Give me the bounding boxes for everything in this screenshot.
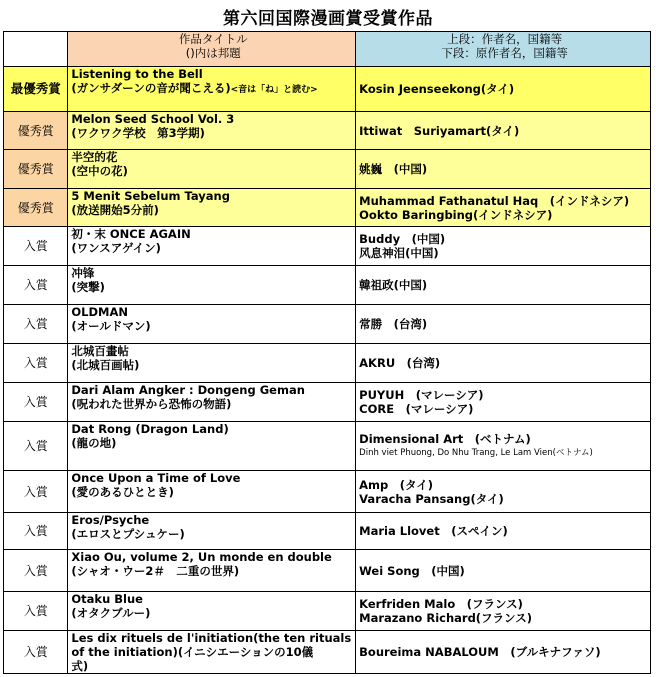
title-japanese-text: (放送開始5分前) (71, 203, 159, 217)
author-name: Muhammad Fathanatul Haq (インドネシア) (359, 193, 630, 208)
title-japanese-text: of the initiation)(イニシエーションの10儀 (71, 645, 314, 659)
author-name: Amp (タイ) (359, 477, 434, 492)
award-cell: 最優秀賞 (4, 67, 68, 112)
table-row (4, 305, 651, 344)
author-cell (356, 67, 651, 112)
title-japanese-text: (オールドマン) (71, 319, 151, 333)
author-name: Kosin Jeenseekong(タイ) (359, 82, 515, 96)
header-author-line1: 上段：作者名，国籍等 (447, 32, 563, 46)
table-row (4, 592, 651, 631)
title-cell (68, 550, 356, 592)
author-name: Buddy (中国) (359, 232, 446, 246)
table-header-row (4, 32, 651, 67)
original-author-name: CORE (マレーシア) (359, 402, 474, 416)
title-cell (68, 471, 356, 513)
original-author-name: Ookto Baringbing(インドネシア) (359, 207, 553, 222)
award-cell: 入賞 (4, 266, 68, 305)
title-cell (68, 383, 356, 422)
author-cell (356, 471, 651, 513)
title-cell (68, 67, 356, 112)
author-cell (356, 189, 651, 227)
title-japanese-text: (ワクワク学校 第3学期) (71, 126, 205, 140)
table-row (4, 67, 651, 112)
author-cell (356, 266, 651, 305)
header-title (68, 32, 356, 67)
award-cell: 入賞 (4, 227, 68, 266)
title-original: 北城百畫帖 (71, 344, 129, 358)
author-name: PUYUH (マレーシア) (359, 388, 484, 402)
award-cell: 入賞 (4, 631, 68, 674)
author-name: 姚巍 (中国) (359, 162, 428, 176)
author-name: Dimensional Art (ベトナム) (359, 432, 531, 446)
original-author-name: 风息神泪(中国) (359, 246, 439, 260)
table-row (4, 631, 651, 674)
title-japanese-text: (ガンサダーンの音が聞こえる) (71, 81, 231, 95)
title-note: <音は「ね」と読む> (230, 85, 318, 95)
table-row (4, 112, 651, 150)
title-original: Les dix rituels de l'initiation(the ten rituals (71, 631, 352, 645)
author-cell (356, 592, 651, 631)
title-japanese-text: (空中の花) (71, 164, 128, 178)
title-japanese-text: (シャオ・ウー2＃ 二重の世界) (71, 564, 240, 578)
title-japanese (71, 436, 355, 450)
title-cell (68, 112, 356, 150)
table-row (4, 150, 651, 189)
award-cell: 入賞 (4, 344, 68, 383)
author-name: Wei Song (中国) (359, 563, 465, 578)
award-cell: 入賞 (4, 422, 68, 471)
title-cell (68, 305, 356, 344)
award-cell: 入賞 (4, 471, 68, 513)
title-original: 初・末 ONCE AGAIN (71, 227, 191, 241)
author-cell (356, 227, 651, 266)
title-cell (68, 227, 356, 266)
award-cell: 入賞 (4, 383, 68, 422)
award-cell: 入賞 (4, 550, 68, 592)
table-row (4, 513, 651, 550)
original-author-name: Varacha Pansang(タイ) (359, 491, 504, 506)
title-japanese (71, 485, 355, 499)
title-original: Xiao Ou, volume 2, Un monde en double (71, 550, 332, 564)
author-cell (356, 550, 651, 592)
title-original: Once Upon a Time of Love (71, 471, 241, 485)
title-original: Melon Seed School Vol. 3 (71, 112, 235, 126)
award-cell: 入賞 (4, 592, 68, 631)
title-cell (68, 189, 356, 227)
page-title: 第六回国際漫画賞受賞作品 (223, 9, 433, 29)
title-japanese-text: (突撃) (71, 280, 105, 294)
awards-table (3, 31, 651, 674)
title-japanese (71, 358, 355, 372)
title-original: 5 Menit Sebelum Tayang (71, 189, 230, 203)
table-row (4, 383, 651, 422)
title-japanese-text: (北城百画帖) (71, 358, 140, 372)
title-japanese-text: (龍の地) (71, 436, 117, 450)
table-row (4, 344, 651, 383)
title-japanese (71, 645, 355, 659)
table-row (4, 550, 651, 592)
title-japanese (71, 203, 355, 217)
title-cell (68, 592, 356, 631)
title-cell (68, 266, 356, 305)
author-name: 韓祖政(中国) (359, 278, 428, 292)
table-row (4, 422, 651, 471)
author-cell (356, 305, 651, 344)
title-original: Eros/Psyche (71, 513, 150, 527)
title-japanese-text: (呪われた世界から恐怖の物語) (71, 397, 232, 411)
title-japanese (71, 81, 355, 97)
title-cell (68, 344, 356, 383)
title-japanese-text: (愛のあるひととき) (71, 485, 174, 499)
header-award (4, 32, 68, 67)
author-name: Ittiwat Suriyamart(タイ) (359, 123, 520, 138)
table-row (4, 471, 651, 513)
table-row (4, 227, 651, 266)
header-title-line2: ()内は邦題 (185, 46, 241, 60)
title-japanese (71, 280, 355, 294)
title-japanese-cont: 式) (71, 659, 89, 673)
award-cell: 入賞 (4, 513, 68, 550)
author-cell (356, 631, 651, 674)
title-japanese-text: (ワンスアゲイン) (71, 241, 161, 255)
title-japanese (71, 164, 355, 178)
title-cell (68, 422, 356, 471)
award-cell: 優秀賞 (4, 112, 68, 150)
title-original: 半空的花 (71, 150, 118, 164)
title-japanese (71, 241, 355, 255)
author-cell (356, 150, 651, 189)
title-original: Otaku Blue (71, 592, 143, 606)
award-cell: 入賞 (4, 305, 68, 344)
title-japanese (71, 319, 355, 333)
title-japanese (71, 397, 355, 411)
title-original: Listening to the Bell (71, 67, 203, 81)
table-row (4, 189, 651, 227)
table-row (4, 266, 651, 305)
author-cell (356, 422, 651, 471)
title-original: OLDMAN (71, 305, 129, 319)
title-cell (68, 513, 356, 550)
title-original: 冲锋 (71, 266, 95, 280)
author-cell (356, 513, 651, 550)
author-name: Maria Llovet (スペイン) (359, 524, 508, 538)
title-japanese (71, 126, 355, 140)
title-original: Dari Alam Angker : Dongeng Geman (71, 383, 305, 397)
author-cell (356, 112, 651, 150)
author-name: AKRU (台湾) (359, 356, 441, 370)
header-author (356, 32, 651, 67)
header-author-line2: 下段：原作者名，国籍等 (441, 46, 568, 60)
title-cell (68, 631, 356, 674)
title-japanese (71, 564, 355, 578)
title-cell (68, 150, 356, 189)
author-name: 常勝 (台湾) (359, 317, 428, 331)
award-cell: 優秀賞 (4, 150, 68, 189)
author-name: Boureima NABALOUM (ブルキナファソ) (359, 645, 601, 659)
author-name: Kerfriden Malo (フランス) (359, 597, 523, 611)
author-cell (356, 383, 651, 422)
original-author-name: Marazano Richard(フランス) (359, 611, 532, 625)
title-japanese-text: (オタクブルー) (71, 606, 151, 620)
header-title-line1: 作品タイトル (178, 32, 248, 46)
award-cell: 優秀賞 (4, 189, 68, 227)
title-japanese (71, 606, 355, 620)
original-author-name: Dinh viet Phuong, Do Nhu Trang, Le Lam Vien(ベトナム) (359, 448, 593, 458)
title-japanese (71, 527, 355, 541)
title-japanese-text: (エロスとプシュケー) (71, 527, 185, 541)
author-cell (356, 344, 651, 383)
title-original: Dat Rong (Dragon Land) (71, 422, 229, 436)
